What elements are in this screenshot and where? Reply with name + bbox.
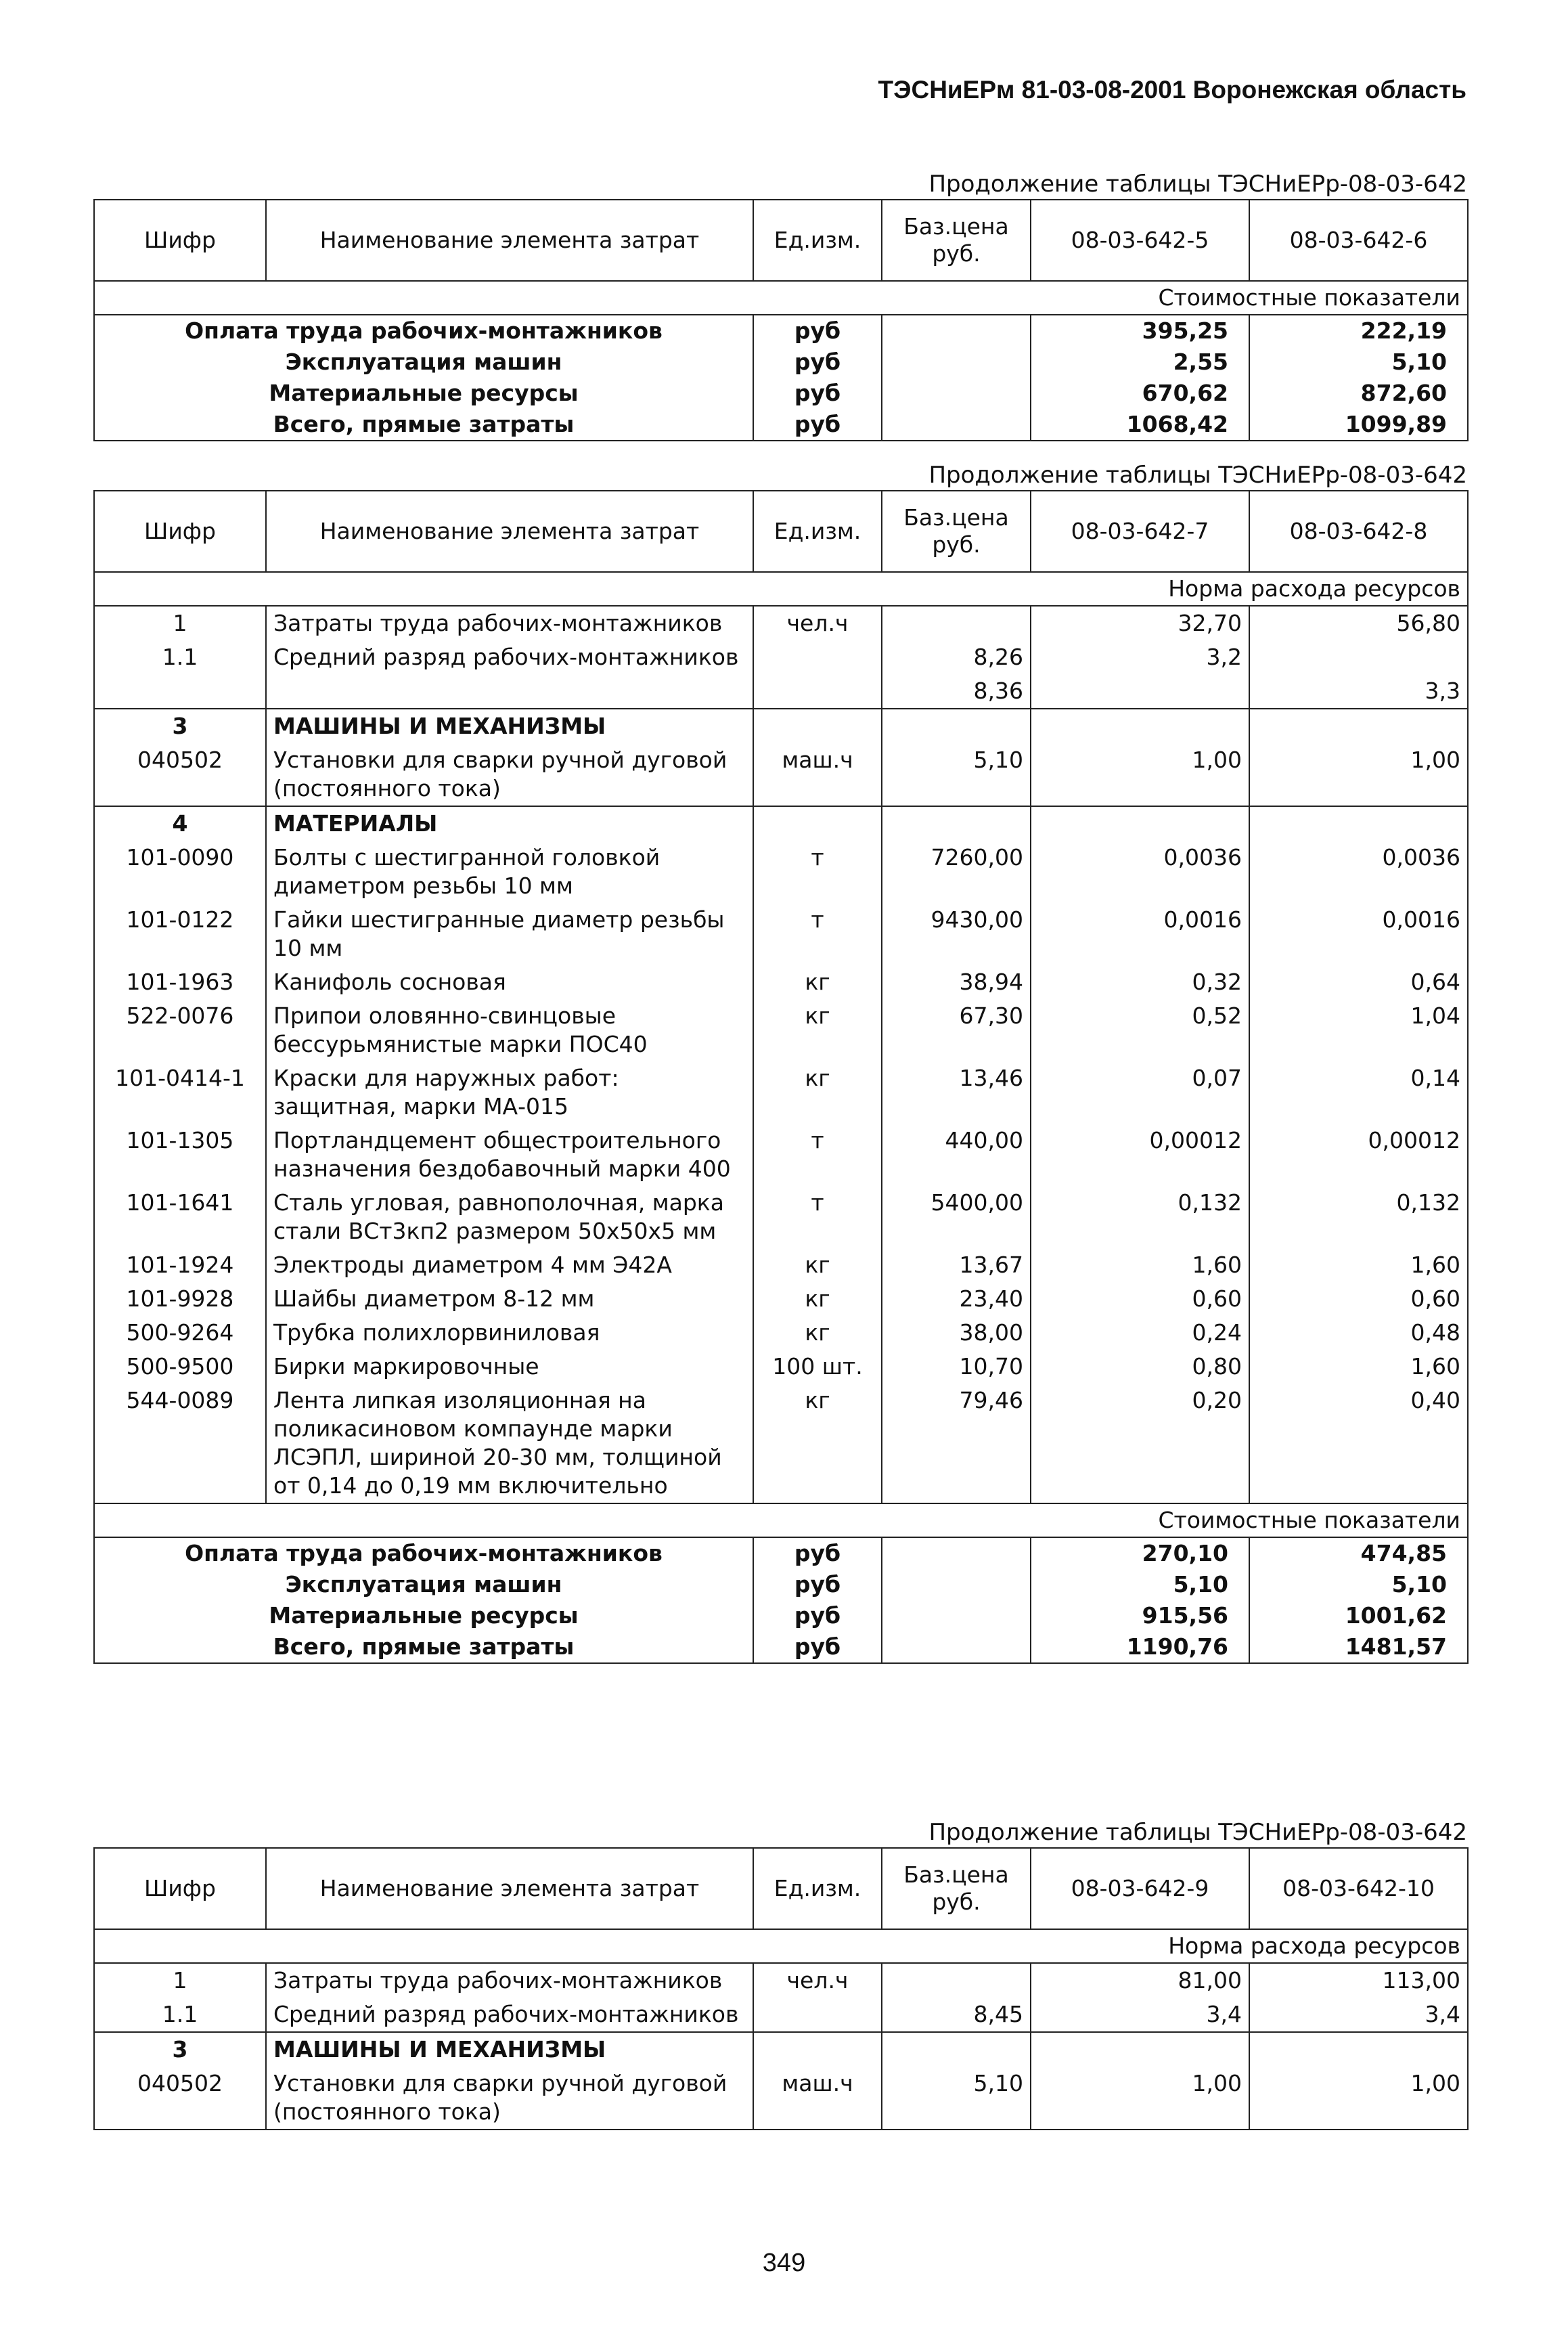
resource-name: Установки для сварки ручной дуговой (постоянного тока) <box>266 743 753 806</box>
cost-name: Оплата труда рабочих-монтажников <box>94 315 753 347</box>
resource-code: 522-0076 <box>94 999 266 1061</box>
resource-name: Затраты труда рабочих-монтажников <box>266 606 753 640</box>
resource-value-b: 0,48 <box>1249 1316 1468 1350</box>
cost-row <box>94 409 1468 441</box>
resource-table <box>93 1847 1469 2130</box>
resource-value-a: 0,00012 <box>1031 1124 1249 1186</box>
resource-value-b: 0,0016 <box>1249 903 1468 965</box>
resource-value-a: 0,20 <box>1031 1384 1249 1503</box>
table-header-row <box>94 491 1468 572</box>
cost-unit: руб <box>753 1537 882 1569</box>
resource-price: 440,00 <box>882 1124 1031 1186</box>
resource-unit: кг <box>753 1316 882 1350</box>
resource-value-b: 0,40 <box>1249 1384 1468 1503</box>
resource-unit: т <box>753 1186 882 1248</box>
resource-code: 1 <box>94 1963 266 1998</box>
cost-price-empty <box>882 1537 1031 1569</box>
col-header-a: 08-03-642-5 <box>1031 200 1249 281</box>
resource-value-b: 0,60 <box>1249 1282 1468 1316</box>
resource-value-b: 1,00 <box>1249 2067 1468 2130</box>
table-caption: Продолжение таблицы ТЭСНиЕРр-08-03-642 <box>928 462 1467 489</box>
resource-price: 67,30 <box>882 999 1031 1061</box>
cost-value-b: 5,10 <box>1249 1569 1468 1600</box>
running-header: ТЭСНиЕРм 81-03-08-2001 Воронежская область <box>878 76 1466 104</box>
resource-price: 5,10 <box>882 2067 1031 2130</box>
col-header-b: 08-03-642-10 <box>1249 1848 1468 1929</box>
resource-rows <box>94 1963 1468 2130</box>
table-row <box>94 1124 1468 1186</box>
resource-value-b: 3,3 <box>1249 674 1468 709</box>
resource-price: 8,26 <box>882 640 1031 674</box>
col-header-b: 08-03-642-8 <box>1249 491 1468 572</box>
resource-name: Гайки шестигранные диаметр резьбы 10 мм <box>266 903 753 965</box>
cost-value-a: 395,25 <box>1031 315 1249 347</box>
resource-code: 3 <box>94 709 266 743</box>
resource-code: 101-0090 <box>94 841 266 903</box>
col-header-price: Баз.цена руб. <box>882 200 1031 281</box>
resource-value-b: 1,04 <box>1249 999 1468 1061</box>
table-row <box>94 606 1468 640</box>
resource-unit <box>753 674 882 709</box>
section-title-row <box>94 709 1468 743</box>
table-row <box>94 965 1468 999</box>
resource-value-a: 0,0016 <box>1031 903 1249 965</box>
resource-value-a: 0,80 <box>1031 1350 1249 1384</box>
cost-value-a: 670,62 <box>1031 378 1249 409</box>
cost-price-empty <box>882 315 1031 347</box>
col-header-code: Шифр <box>94 491 266 572</box>
resource-code: 1.1 <box>94 1998 266 2032</box>
resource-unit: чел.ч <box>753 1963 882 1998</box>
resource-price: 5,10 <box>882 743 1031 806</box>
resource-value-a: 0,52 <box>1031 999 1249 1061</box>
resource-unit <box>753 1998 882 2032</box>
cost-value-b: 1001,62 <box>1249 1600 1468 1631</box>
resource-name: Припои оловянно-свинцовые бессурьмянистые марки ПОС40 <box>266 999 753 1061</box>
table-row <box>94 1061 1468 1124</box>
resource-value-b: 1,60 <box>1249 1248 1468 1282</box>
table-caption: Продолжение таблицы ТЭСНиЕРр-08-03-642 <box>928 171 1467 198</box>
cost-row <box>94 1600 1468 1631</box>
resource-value-b: 1,00 <box>1249 743 1468 806</box>
resource-name: Установки для сварки ручной дуговой (постоянного тока) <box>266 2067 753 2130</box>
resource-code: 500-9500 <box>94 1350 266 1384</box>
resource-price: 13,67 <box>882 1248 1031 1282</box>
resource-price <box>882 806 1031 841</box>
cost-name: Всего, прямые затраты <box>94 409 753 441</box>
resource-name: Затраты труда рабочих-монтажников <box>266 1963 753 1998</box>
resource-value-a: 0,132 <box>1031 1186 1249 1248</box>
resource-price: 5400,00 <box>882 1186 1031 1248</box>
resource-code: 544-0089 <box>94 1384 266 1503</box>
resource-value-b: 0,14 <box>1249 1061 1468 1124</box>
resource-value-a: 0,07 <box>1031 1061 1249 1124</box>
table-row <box>94 1316 1468 1350</box>
col-header-code: Шифр <box>94 1848 266 1929</box>
resource-name: Бирки маркировочные <box>266 1350 753 1384</box>
band-label: Стоимостные показатели <box>94 1503 1468 1537</box>
resource-value-b <box>1249 709 1468 743</box>
table-row <box>94 1282 1468 1316</box>
resource-name <box>266 674 753 709</box>
section-title-row <box>94 2032 1468 2067</box>
col-header-name: Наименование элемента затрат <box>266 1848 753 1929</box>
resource-price: 13,46 <box>882 1061 1031 1124</box>
cost-price-empty <box>882 378 1031 409</box>
cost-row <box>94 1631 1468 1663</box>
cost-value-a: 1190,76 <box>1031 1631 1249 1663</box>
resource-unit: 100 шт. <box>753 1350 882 1384</box>
cost-price-empty <box>882 347 1031 378</box>
resource-value-a <box>1031 674 1249 709</box>
col-header-unit: Ед.изм. <box>753 491 882 572</box>
col-header-name: Наименование элемента затрат <box>266 200 753 281</box>
resource-unit: чел.ч <box>753 606 882 640</box>
cost-name: Материальные ресурсы <box>94 1600 753 1631</box>
resource-value-b <box>1249 806 1468 841</box>
table-section-2 <box>93 460 1467 1664</box>
resource-code: 3 <box>94 2032 266 2067</box>
resource-code: 101-9928 <box>94 1282 266 1316</box>
resource-price <box>882 606 1031 640</box>
band-label: Норма расхода ресурсов <box>94 572 1468 606</box>
cost-value-b: 222,19 <box>1249 315 1468 347</box>
resource-value-a: 32,70 <box>1031 606 1249 640</box>
cost-row <box>94 1537 1468 1569</box>
col-header-a: 08-03-642-9 <box>1031 1848 1249 1929</box>
cost-name: Материальные ресурсы <box>94 378 753 409</box>
resource-code: 4 <box>94 806 266 841</box>
resource-code <box>94 674 266 709</box>
resource-unit <box>753 806 882 841</box>
cost-unit: руб <box>753 347 882 378</box>
resource-price: 8,36 <box>882 674 1031 709</box>
table-row <box>94 1384 1468 1503</box>
cost-row <box>94 378 1468 409</box>
resource-price: 9430,00 <box>882 903 1031 965</box>
col-header-price: Баз.цена руб. <box>882 491 1031 572</box>
cost-rows <box>94 1537 1468 1663</box>
resource-value-a: 0,60 <box>1031 1282 1249 1316</box>
resource-price: 10,70 <box>882 1350 1031 1384</box>
resource-name: МАШИНЫ И МЕХАНИЗМЫ <box>266 2032 753 2067</box>
table-row <box>94 1963 1468 1998</box>
cost-value-a: 270,10 <box>1031 1537 1249 1569</box>
section-title-row <box>94 806 1468 841</box>
resource-name: МАШИНЫ И МЕХАНИЗМЫ <box>266 709 753 743</box>
resource-unit: кг <box>753 965 882 999</box>
resource-unit: кг <box>753 1248 882 1282</box>
table-section-1 <box>93 169 1467 441</box>
resource-value-a: 3,4 <box>1031 1998 1249 2032</box>
resource-name: МАТЕРИАЛЫ <box>266 806 753 841</box>
col-header-a: 08-03-642-7 <box>1031 491 1249 572</box>
resource-value-b <box>1249 640 1468 674</box>
table-row <box>94 743 1468 806</box>
resource-unit: кг <box>753 1282 882 1316</box>
resource-value-a: 81,00 <box>1031 1963 1249 1998</box>
resource-table <box>93 490 1469 1664</box>
table-row <box>94 1186 1468 1248</box>
cost-unit: руб <box>753 1569 882 1600</box>
resource-code: 101-1641 <box>94 1186 266 1248</box>
table-row <box>94 1248 1468 1282</box>
cost-name: Эксплуатация машин <box>94 347 753 378</box>
resource-unit: кг <box>753 999 882 1061</box>
col-header-code: Шифр <box>94 200 266 281</box>
resource-value-a <box>1031 806 1249 841</box>
band-row <box>94 572 1468 606</box>
resource-value-a: 0,24 <box>1031 1316 1249 1350</box>
resource-name: Средний разряд рабочих-монтажников <box>266 640 753 674</box>
resource-rows <box>94 606 1468 1503</box>
resource-price: 79,46 <box>882 1384 1031 1503</box>
resource-name: Средний разряд рабочих-монтажников <box>266 1998 753 2032</box>
col-header-unit: Ед.изм. <box>753 200 882 281</box>
cost-row <box>94 347 1468 378</box>
cost-value-a: 1068,42 <box>1031 409 1249 441</box>
resource-value-a <box>1031 2032 1249 2067</box>
cost-value-a: 5,10 <box>1031 1569 1249 1600</box>
cost-unit: руб <box>753 378 882 409</box>
resource-value-b: 0,00012 <box>1249 1124 1468 1186</box>
table-header-row <box>94 200 1468 281</box>
resource-value-a: 0,32 <box>1031 965 1249 999</box>
resource-table <box>93 199 1469 441</box>
cost-price-empty <box>882 409 1031 441</box>
cost-row <box>94 315 1468 347</box>
resource-code: 040502 <box>94 743 266 806</box>
cost-value-b: 1481,57 <box>1249 1631 1468 1663</box>
band-row <box>94 1929 1468 1963</box>
resource-code: 101-1305 <box>94 1124 266 1186</box>
resource-code: 101-0122 <box>94 903 266 965</box>
cost-unit: руб <box>753 409 882 441</box>
cost-value-a: 915,56 <box>1031 1600 1249 1631</box>
cost-value-a: 2,55 <box>1031 347 1249 378</box>
table-row <box>94 2067 1468 2130</box>
resource-name: Болты с шестигранной головкой диаметром резьбы 10 мм <box>266 841 753 903</box>
resource-name: Сталь угловая, равнополочная, марка стали ВСт3кп2 размером 50х50х5 мм <box>266 1186 753 1248</box>
resource-unit: кг <box>753 1384 882 1503</box>
resource-name: Лента липкая изоляционная на поликасиновом компаунде марки ЛСЭПЛ, шириной 20-30 мм, толщиной от 0,14 до 0,19 мм включительно <box>266 1384 753 1503</box>
resource-code: 040502 <box>94 2067 266 2130</box>
table-row <box>94 999 1468 1061</box>
resource-unit <box>753 2032 882 2067</box>
resource-code: 101-0414-1 <box>94 1061 266 1124</box>
resource-price: 38,00 <box>882 1316 1031 1350</box>
resource-name: Трубка полихлорвиниловая <box>266 1316 753 1350</box>
resource-value-b: 0,0036 <box>1249 841 1468 903</box>
resource-value-a: 1,00 <box>1031 743 1249 806</box>
resource-unit: т <box>753 903 882 965</box>
cost-value-b: 872,60 <box>1249 378 1468 409</box>
resource-price <box>882 1963 1031 1998</box>
resource-value-a: 0,0036 <box>1031 841 1249 903</box>
cost-unit: руб <box>753 1631 882 1663</box>
cost-price-empty <box>882 1569 1031 1600</box>
resource-code: 101-1963 <box>94 965 266 999</box>
resource-value-a: 1,00 <box>1031 2067 1249 2130</box>
cost-name: Всего, прямые затраты <box>94 1631 753 1663</box>
cost-value-b: 1099,89 <box>1249 409 1468 441</box>
resource-unit <box>753 709 882 743</box>
resource-unit: кг <box>753 1061 882 1124</box>
resource-price: 8,45 <box>882 1998 1031 2032</box>
col-header-unit: Ед.изм. <box>753 1848 882 1929</box>
resource-price <box>882 709 1031 743</box>
resource-name: Краски для наружных работ: защитная, марки МА-015 <box>266 1061 753 1124</box>
table-section-3 <box>93 1817 1467 2130</box>
resource-code: 101-1924 <box>94 1248 266 1282</box>
resource-value-a <box>1031 709 1249 743</box>
page-number: 349 <box>762 2249 806 2277</box>
resource-code: 500-9264 <box>94 1316 266 1350</box>
cost-unit: руб <box>753 315 882 347</box>
resource-value-b <box>1249 2032 1468 2067</box>
col-header-price: Баз.цена руб. <box>882 1848 1031 1929</box>
table-row <box>94 640 1468 674</box>
resource-unit: т <box>753 841 882 903</box>
resource-value-a: 3,2 <box>1031 640 1249 674</box>
band-label: Норма расхода ресурсов <box>94 1929 1468 1963</box>
cost-price-empty <box>882 1600 1031 1631</box>
cost-value-b: 5,10 <box>1249 347 1468 378</box>
cost-value-b: 474,85 <box>1249 1537 1468 1569</box>
cost-name: Оплата труда рабочих-монтажников <box>94 1537 753 1569</box>
resource-value-b: 0,132 <box>1249 1186 1468 1248</box>
resource-price: 7260,00 <box>882 841 1031 903</box>
resource-unit: т <box>753 1124 882 1186</box>
resource-name: Портландцемент общестроительного назначения бездобавочный марки 400 <box>266 1124 753 1186</box>
cost-price-empty <box>882 1631 1031 1663</box>
resource-price: 23,40 <box>882 1282 1031 1316</box>
cost-name: Эксплуатация машин <box>94 1569 753 1600</box>
band-label: Стоимостные показатели <box>94 281 1468 315</box>
table-row <box>94 1350 1468 1384</box>
cost-unit: руб <box>753 1600 882 1631</box>
cost-rows <box>94 315 1468 441</box>
resource-code: 1.1 <box>94 640 266 674</box>
resource-unit <box>753 640 882 674</box>
resource-code: 1 <box>94 606 266 640</box>
resource-value-b: 0,64 <box>1249 965 1468 999</box>
resource-name: Электроды диаметром 4 мм Э42А <box>266 1248 753 1282</box>
band-row <box>94 281 1468 315</box>
table-caption: Продолжение таблицы ТЭСНиЕРр-08-03-642 <box>928 1819 1467 1846</box>
resource-value-b: 56,80 <box>1249 606 1468 640</box>
resource-value-b: 1,60 <box>1249 1350 1468 1384</box>
resource-value-a: 1,60 <box>1031 1248 1249 1282</box>
table-row <box>94 674 1468 709</box>
table-row <box>94 903 1468 965</box>
resource-price: 38,94 <box>882 965 1031 999</box>
table-header-row <box>94 1848 1468 1929</box>
table-row <box>94 1998 1468 2032</box>
cost-row <box>94 1569 1468 1600</box>
resource-unit: маш.ч <box>753 743 882 806</box>
resource-name: Канифоль сосновая <box>266 965 753 999</box>
col-header-name: Наименование элемента затрат <box>266 491 753 572</box>
col-header-b: 08-03-642-6 <box>1249 200 1468 281</box>
resource-value-b: 113,00 <box>1249 1963 1468 1998</box>
resource-name: Шайбы диаметром 8-12 мм <box>266 1282 753 1316</box>
resource-unit: маш.ч <box>753 2067 882 2130</box>
band-row <box>94 1503 1468 1537</box>
table-row <box>94 841 1468 903</box>
resource-price <box>882 2032 1031 2067</box>
resource-value-b: 3,4 <box>1249 1998 1468 2032</box>
